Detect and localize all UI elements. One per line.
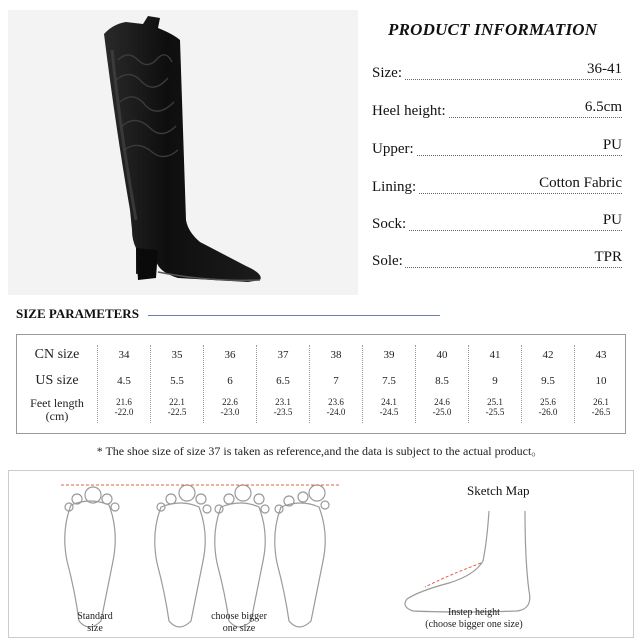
feet-length-min: 22.1 <box>169 397 185 407</box>
cn-size-cell: 35 <box>171 349 183 361</box>
info-value: 6.5cm <box>584 99 622 115</box>
size-parameters-title: SIZE PARAMETERS <box>16 306 139 321</box>
feet-length-cell <box>417 397 467 417</box>
column-separator <box>309 345 310 423</box>
info-label: Sock: <box>372 216 407 232</box>
caption-standard-line2: size <box>87 623 103 634</box>
us-size-cell: 9 <box>492 375 498 387</box>
feet-length-min: 24.1 <box>381 397 397 407</box>
row-label-feet-line2: (cm) <box>45 409 69 423</box>
feet-length-cell <box>311 397 361 417</box>
cn-size-cell: 40 <box>436 349 448 361</box>
info-value: 36-41 <box>587 61 622 77</box>
caption-standard <box>65 611 125 635</box>
column-separator <box>415 345 416 423</box>
feet-length-cell <box>523 397 573 417</box>
size-footnote: * The shoe size of size 37 is taken as reference,and the data is subject to the actual product。 <box>96 444 544 458</box>
info-value: TPR <box>594 249 622 265</box>
row-label-cn: CN size <box>34 347 80 362</box>
us-size-cell: 9.5 <box>541 375 555 387</box>
size-table <box>16 334 626 434</box>
measurement-diagram <box>8 470 634 638</box>
info-row-size <box>372 60 622 82</box>
info-row-heel-height <box>372 98 622 120</box>
feet-length-min: 25.1 <box>487 397 503 407</box>
product-photo <box>8 10 358 295</box>
cn-size-cell: 43 <box>595 349 607 361</box>
feet-length-max: -22.5 <box>167 407 187 417</box>
us-size-cell: 5.5 <box>170 375 184 387</box>
feet-length-min: 23.1 <box>275 397 291 407</box>
us-size-cell: 4.5 <box>117 375 131 387</box>
column-separator <box>150 345 151 423</box>
feet-length-cell <box>99 397 149 417</box>
us-size-cell: 6.5 <box>276 375 290 387</box>
feet-length-cell <box>576 397 626 417</box>
us-size-cell: 7.5 <box>382 375 396 387</box>
black-cowboy-boot-image <box>8 10 358 295</box>
feet-length-cell <box>205 397 255 417</box>
feet-length-max: -25.5 <box>485 407 505 417</box>
feet-length-min: 24.6 <box>434 397 450 407</box>
title-underline <box>148 315 440 316</box>
info-label: Sole: <box>372 253 403 269</box>
feet-length-min: 26.1 <box>593 397 609 407</box>
row-label-feet-line1: Feet length <box>30 396 84 410</box>
info-value: Cotton Fabric <box>539 175 622 191</box>
us-size-cell: 6 <box>227 375 233 387</box>
dotted-leader <box>372 267 622 268</box>
cn-size-cell: 37 <box>277 349 289 361</box>
feet-length-max: -24.0 <box>326 407 346 417</box>
caption-standard-line1: Standard <box>77 611 113 622</box>
cn-size-cell: 39 <box>383 349 395 361</box>
sketch-map-title: Sketch Map <box>467 483 530 498</box>
cn-size-cell: 38 <box>330 349 342 361</box>
info-label: Lining: <box>372 179 417 195</box>
feet-length-max: -23.5 <box>273 407 293 417</box>
cn-size-cell: 41 <box>489 349 501 361</box>
row-label-us: US size <box>35 373 79 388</box>
feet-length-max: -23.0 <box>220 407 240 417</box>
cn-size-cell: 42 <box>542 349 554 361</box>
info-label: Size: <box>372 65 402 81</box>
feet-length-cell <box>258 397 308 417</box>
caption-bigger-line1: choose bigger <box>211 611 267 622</box>
cn-size-cell: 34 <box>118 349 130 361</box>
row-label-feet <box>17 397 97 423</box>
us-size-cell: 10 <box>595 375 607 387</box>
info-value: PU <box>602 137 622 153</box>
info-value: PU <box>602 212 622 228</box>
caption-instep-line2: (choose bigger one size) <box>425 619 523 630</box>
caption-instep-line1: Instep height <box>448 607 500 618</box>
feet-length-max: -26.0 <box>538 407 558 417</box>
feet-length-max: -22.0 <box>114 407 134 417</box>
info-row-upper <box>372 136 622 158</box>
column-separator <box>521 345 522 423</box>
column-separator <box>574 345 575 423</box>
dotted-leader <box>372 230 622 231</box>
feet-length-cell <box>470 397 520 417</box>
cn-size-cell: 36 <box>224 349 236 361</box>
column-separator <box>468 345 469 423</box>
column-separator <box>203 345 204 423</box>
product-info-title: PRODUCT INFORMATION <box>388 20 598 39</box>
caption-instep <box>409 607 539 631</box>
info-row-sock <box>372 211 622 233</box>
info-row-lining <box>372 174 622 196</box>
feet-length-cell <box>152 397 202 417</box>
us-size-cell: 8.5 <box>435 375 449 387</box>
feet-length-cell <box>364 397 414 417</box>
dotted-leader <box>372 79 622 80</box>
feet-length-min: 21.6 <box>116 397 132 407</box>
caption-bigger-line2: one size <box>222 623 256 634</box>
feet-length-max: -26.5 <box>591 407 611 417</box>
info-label: Heel height: <box>372 103 446 119</box>
info-label: Upper: <box>372 141 414 157</box>
feet-length-min: 25.6 <box>540 397 556 407</box>
feet-length-min: 23.6 <box>328 397 344 407</box>
feet-length-max: -25.0 <box>432 407 452 417</box>
info-row-sole <box>372 248 622 270</box>
feet-length-max: -24.5 <box>379 407 399 417</box>
column-separator <box>97 345 98 423</box>
column-separator <box>362 345 363 423</box>
caption-bigger <box>199 611 279 635</box>
us-size-cell: 7 <box>333 375 339 387</box>
column-separator <box>256 345 257 423</box>
feet-length-min: 22.6 <box>222 397 238 407</box>
